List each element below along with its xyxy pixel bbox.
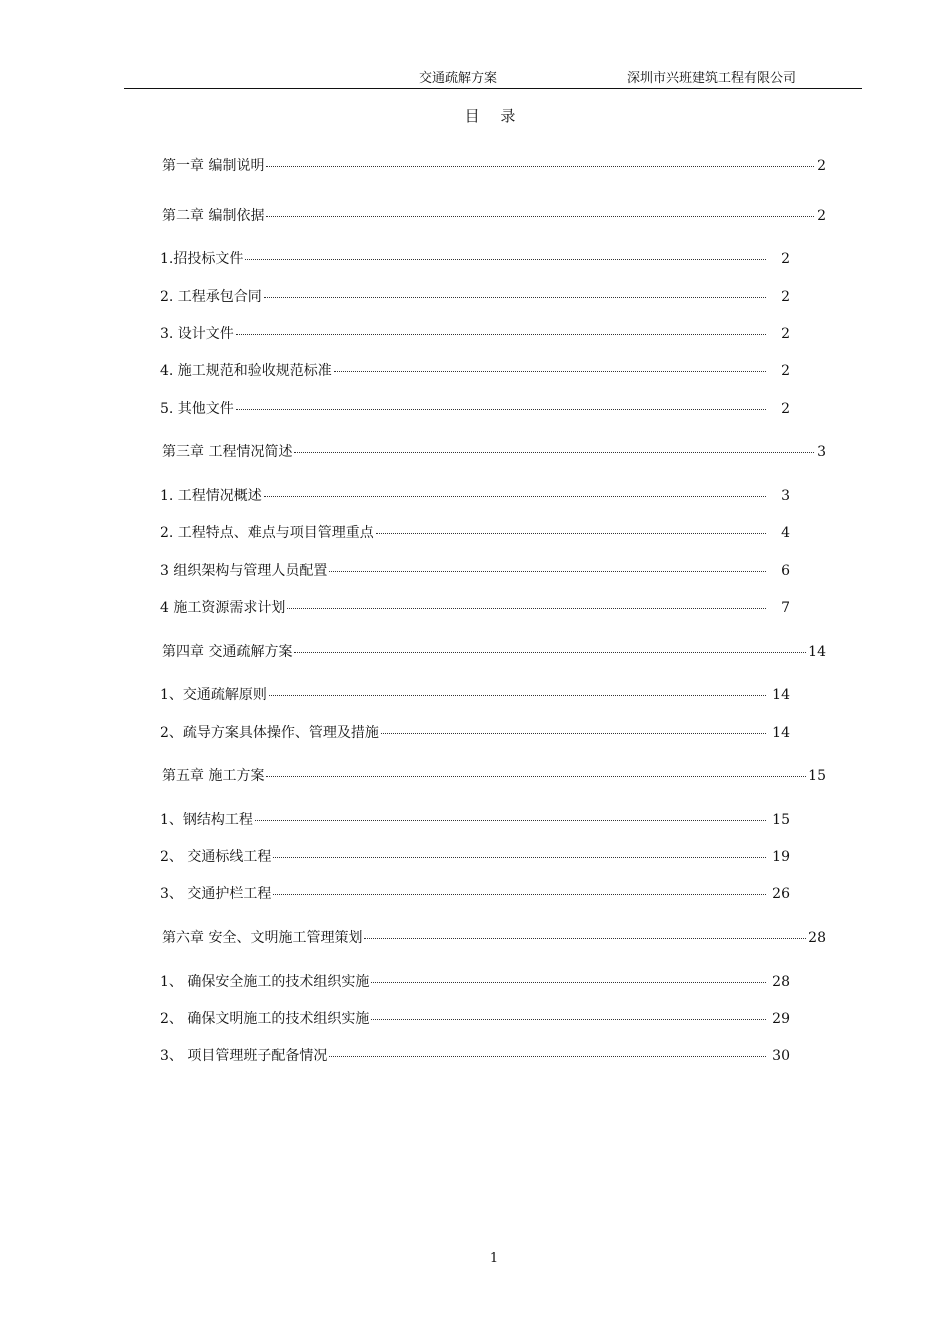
toc-entry-label: 第六章 安全、文明施工管理策划 [162,930,363,946]
toc-entry-page-number: 4 [781,525,790,541]
dot-leader [329,570,766,572]
toc-entry-page-number: 30 [772,1048,790,1064]
toc-entry-label: 2. 工程特点、难点与项目管理重点 [160,525,374,541]
toc-section-entry[interactable] [160,400,790,418]
toc-chapter-entry[interactable] [162,643,826,661]
toc-section-entry[interactable] [160,973,790,991]
toc-entry-page-number: 28 [808,930,826,946]
toc-entry-label: 3、 交通护栏工程 [160,886,272,902]
toc-title: 目 录 [464,107,524,125]
toc-entry-label: 2、 交通标线工程 [160,849,272,865]
toc-section-entry[interactable] [160,524,790,542]
dot-leader [245,258,766,260]
toc-entry-page-number: 2 [781,289,790,305]
toc-entry-label: 第四章 交通疏解方案 [162,644,293,660]
toc-entry-label: 4 施工资源需求计划 [160,600,286,616]
toc-entry-label: 1、 确保安全施工的技术组织实施 [160,974,370,990]
toc-section-entry[interactable] [160,250,790,268]
toc-entry-label: 1、交通疏解原则 [160,687,267,703]
toc-entry-label: 2、疏导方案具体操作、管理及措施 [160,725,379,741]
toc-section-entry[interactable] [160,325,790,343]
toc-entry-page-number: 15 [808,768,826,784]
dot-leader [371,981,766,983]
toc-entry-label: 第二章 编制依据 [162,208,265,224]
dot-leader [334,370,766,372]
dot-leader [264,296,766,298]
dot-leader [266,215,814,217]
toc-entry-page-number: 28 [772,974,790,990]
toc-entry-page-number: 2 [781,326,790,342]
header-divider [124,88,862,89]
toc-entry-label: 第一章 编制说明 [162,158,265,174]
dot-leader [381,732,766,734]
toc-entry-page-number: 7 [781,600,790,616]
dot-leader [329,1055,766,1057]
dot-leader [294,451,814,453]
dot-leader [287,607,766,609]
dot-leader [255,819,766,821]
toc-entry-label: 第五章 施工方案 [162,768,265,784]
toc-chapter-entry[interactable] [162,767,826,785]
toc-section-entry[interactable] [160,686,790,704]
toc-entry-label: 2. 工程承包合同 [160,289,262,305]
toc-section-entry[interactable] [160,848,790,866]
toc-entry-label: 3 组织架构与管理人员配置 [160,563,328,579]
toc-entry-page-number: 2 [817,158,826,174]
toc-entry-label: 1. 工程情况概述 [160,488,262,504]
toc-entry-page-number: 14 [808,644,826,660]
toc-entry-page-number: 2 [781,401,790,417]
dot-leader [273,856,766,858]
toc-entry-page-number: 6 [781,563,790,579]
toc-section-entry[interactable] [160,562,790,580]
toc-section-entry[interactable] [160,362,790,380]
toc-section-entry[interactable] [160,288,790,306]
toc-entry-label: 4. 施工规范和验收规范标准 [160,363,332,379]
toc-section-entry[interactable] [160,599,790,617]
dot-leader [269,694,766,696]
toc-entry-label: 2、 确保文明施工的技术组织实施 [160,1011,370,1027]
toc-chapter-entry[interactable] [162,443,826,461]
toc-entry-label: 5. 其他文件 [160,401,234,417]
toc-entry-label: 1、钢结构工程 [160,812,253,828]
toc-entry-page-number: 3 [781,488,790,504]
toc-chapter-entry[interactable] [162,929,826,947]
dot-leader [294,651,806,653]
dot-leader [364,937,806,939]
toc-entry-page-number: 2 [817,208,826,224]
toc-entry-page-number: 19 [772,849,790,865]
toc-section-entry[interactable] [160,811,790,829]
dot-leader [266,775,806,777]
toc-section-entry[interactable] [160,1010,790,1028]
toc-entry-label: 3. 设计文件 [160,326,234,342]
toc-entry-label: 1.招投标文件 [160,251,244,267]
toc-entry-page-number: 14 [772,725,790,741]
footer-page-number: 1 [489,1251,499,1266]
toc-chapter-entry[interactable] [162,157,826,175]
dot-leader [266,165,814,167]
toc-entry-label: 第三章 工程情况简述 [162,444,293,460]
dot-leader [273,893,766,895]
toc-entry-page-number: 15 [772,812,790,828]
dot-leader [376,532,766,534]
toc-entry-page-number: 2 [781,251,790,267]
header-company-name: 深圳市兴班建筑工程有限公司 [627,71,797,86]
dot-leader [264,495,766,497]
toc-section-entry[interactable] [160,487,790,505]
toc-entry-page-number: 2 [781,363,790,379]
dot-leader [371,1018,766,1020]
toc-entry-page-number: 14 [772,687,790,703]
dot-leader [236,333,766,335]
toc-entry-page-number: 3 [817,444,826,460]
toc-entry-page-number: 26 [772,886,790,902]
dot-leader [236,408,766,410]
header-doc-title: 交通疏解方案 [419,71,498,86]
toc-section-entry[interactable] [160,724,790,742]
toc-section-entry[interactable] [160,1047,790,1065]
toc-chapter-entry[interactable] [162,207,826,225]
toc-entry-page-number: 29 [772,1011,790,1027]
toc-section-entry[interactable] [160,885,790,903]
page-header [0,0,950,90]
toc-entry-label: 3、 项目管理班子配备情况 [160,1048,328,1064]
